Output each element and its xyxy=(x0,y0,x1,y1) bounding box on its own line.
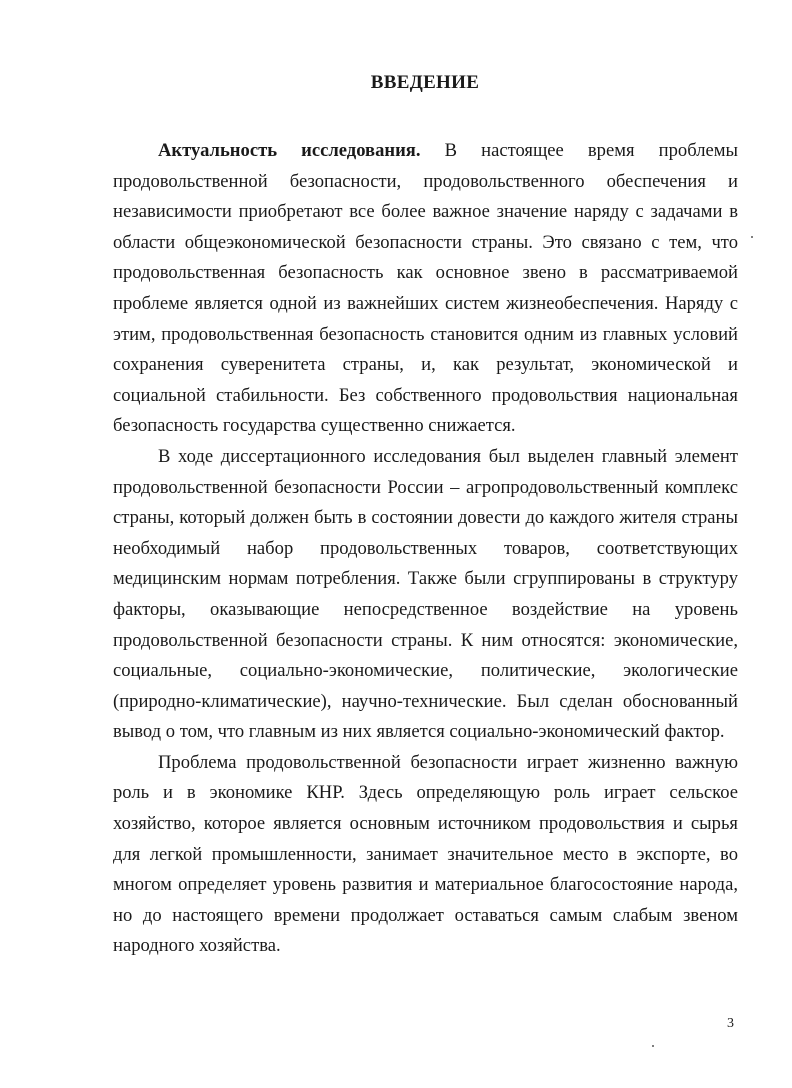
paragraph-lead: Актуальность исследования. xyxy=(158,140,421,161)
paragraph-text: Проблема продовольственной безопасности играет жизненно важную роль и в экономике КНР. Здесь определяющую роль играет сельское хозяйство, которое является основным источником продовольствия и сырья для легкой промышленности, занимает значительное место в экспорте, во многом определяет уровень развития и материальное благосостояние народа, но до настоящего времени продолжает оставаться самым слабым звеном народного хозяйства. xyxy=(113,751,738,957)
scan-speck xyxy=(751,236,753,238)
paragraph-china xyxy=(113,748,738,962)
paragraph-findings xyxy=(113,442,738,748)
scan-speck xyxy=(652,1045,654,1047)
paragraph-text: В настоящее время проблемы продовольственной безопасности, продовольственного обеспечения и независимости приобретают все более важное значение наряду с задачами в области общеэкономической безопасности страны. Это связано с тем, что продовольственная безопасность как основное звено в рассматриваемой проблеме является одной из важнейших систем жизнеобеспечения. Наряду с этим, продовольственная безопасность становится одним из главных условий сохранения суверенитета страны, и, как результат, экономической и социальной стабильности. Без собственного продовольствия национальная безопасность государства существенно снижается. xyxy=(113,140,738,437)
page-title: ВВЕДЕНИЕ xyxy=(370,72,480,93)
page-number: 3 xyxy=(727,1016,734,1031)
paragraph-relevance xyxy=(113,136,738,442)
paragraph-text: В ходе диссертационного исследования был выделен главный элемент продовольственной безопасности России – агропродовольственный комплекс страны, который должен быть в состоянии довести до каждого жителя страны необходимый набор продовольственных товаров, соответствующих медицинским нормам потребления. Также были сгруппированы в структуру факторы, оказывающие непосредственное воздействие на уровень продовольственной безопасности страны. К ним относятся: экономические, социальные, социально-экономические, политические, экологические (природно-климатические), научно-технические. Был сделан обоснованный вывод о том, что главным из них является социально-экономический фактор. xyxy=(113,445,738,743)
body-text xyxy=(113,136,738,962)
